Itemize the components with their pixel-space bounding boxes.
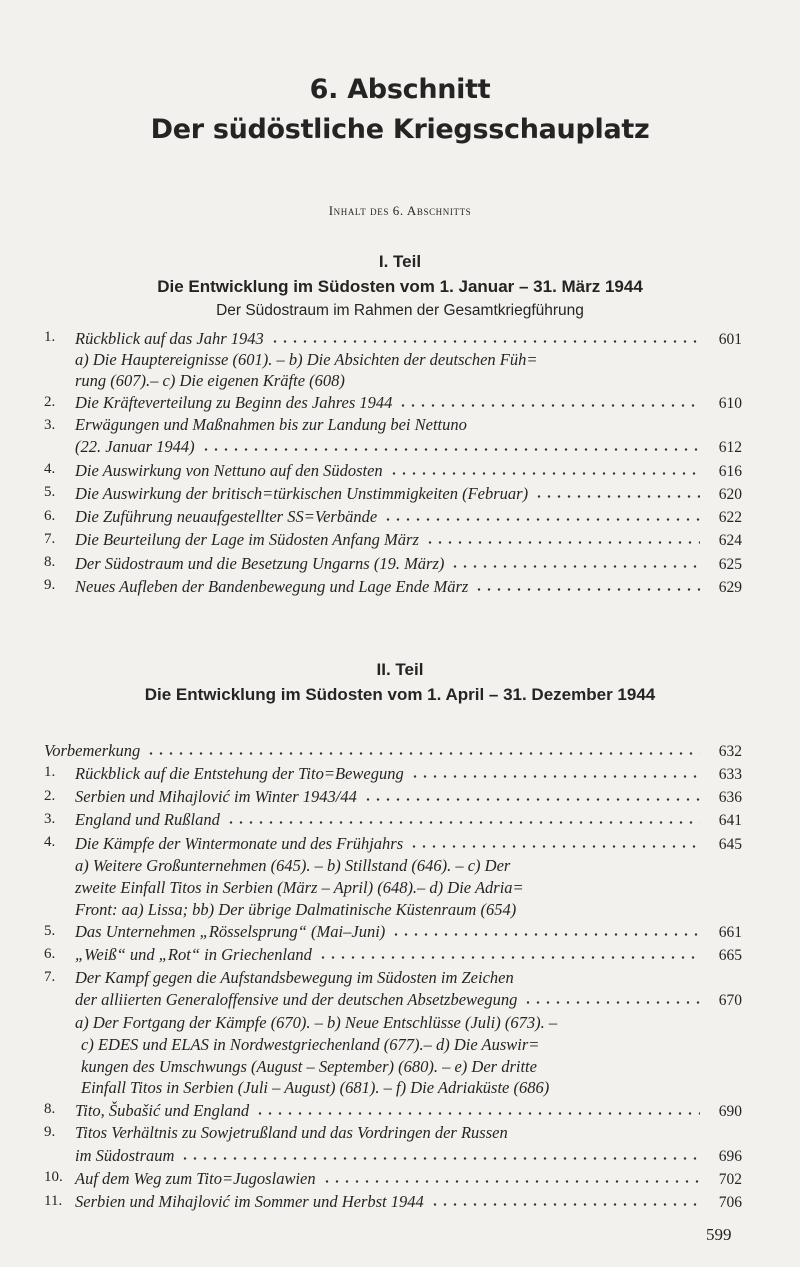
dot-leader	[322, 1167, 700, 1184]
entry-title: Erwägungen und Maßnahmen bis zur Landung bei Nettuno	[75, 415, 467, 434]
dot-leader	[410, 762, 700, 779]
entry-title: Rückblick auf das Jahr 1943	[75, 328, 264, 348]
entry-number: 1.	[44, 329, 56, 345]
entry-subtopics: Front: aa) Lissa; bb) Der übrige Dalmatinische Küstenraum (654)	[75, 899, 517, 919]
section-title: Der südöstliche Kriegsschauplatz	[150, 114, 650, 145]
entry-line	[75, 506, 742, 529]
entry-body	[75, 921, 742, 944]
entry-number: 7.	[44, 969, 56, 985]
toc-entry	[44, 809, 742, 832]
part2-toc	[44, 739, 742, 1214]
entry-page: 690	[718, 1102, 742, 1120]
entry-title: Vorbemerkung	[44, 740, 141, 760]
entry-subtopics: a) Weitere Großunternehmen (645). – b) Stillstand (646). – c) Der	[75, 856, 511, 876]
entry-subtopics: zweite Einfall Titos in Serbien (März – April) (648).– d) Die Adria=	[75, 878, 524, 897]
entry-body	[75, 327, 742, 392]
entry-body	[75, 415, 742, 459]
entry-title: Die Beurteilung der Lage im Südosten Anfang März	[75, 530, 419, 550]
dot-leader	[523, 989, 700, 1006]
dot-leader	[425, 529, 700, 546]
entry-page: 620	[718, 485, 742, 503]
entry-body	[75, 392, 742, 415]
entry-page: 706	[718, 1194, 742, 1211]
entry-number: 9.	[44, 1124, 56, 1141]
entry-page: 696	[718, 1147, 742, 1165]
entry-line	[75, 575, 742, 598]
entry-page: 661	[718, 924, 742, 941]
entry-title: Der Südostraum und die Besetzung Ungarns (19. März)	[75, 553, 445, 573]
section-number: 6. Abschnitt	[309, 74, 491, 105]
dot-leader	[398, 392, 700, 409]
entry-body	[75, 529, 742, 552]
part2-label: II. Teil	[376, 660, 424, 679]
entry-title: Neues Aufleben der Bandenbewegung und Lage Ende März	[75, 576, 469, 596]
contents-label: Inhalt des 6. Abschnitts	[328, 203, 472, 218]
toc-entry	[44, 1122, 742, 1167]
dot-leader	[383, 506, 700, 523]
entry-title: Die Kräfteverteilung zu Beginn des Jahres 1944	[75, 393, 393, 413]
entry-line	[75, 1191, 742, 1214]
dot-leader	[534, 482, 700, 499]
entry-line	[75, 1099, 742, 1122]
toc-entry	[44, 1167, 742, 1190]
entry-page: 622	[718, 509, 742, 526]
toc-entry	[44, 786, 742, 809]
entry-number: 4.	[44, 461, 56, 477]
entry-page: 645	[718, 835, 742, 853]
entry-body	[75, 506, 742, 529]
toc-entry	[44, 482, 742, 505]
entry-number: 2.	[44, 787, 56, 804]
entry-page: 625	[718, 555, 742, 573]
dot-leader	[450, 552, 700, 569]
entry-body	[75, 944, 742, 967]
toc-entry	[44, 392, 742, 415]
entry-subtopics: c) EDES und ELAS in Nordwestgriechenland (677).– d) Die Auswir=	[81, 1034, 540, 1054]
part1-title: Die Entwicklung im Südosten vom 1. Januar – 31. März 1944	[157, 277, 643, 296]
entry-title: Auf dem Weg zum Tito=Jugoslawien	[75, 1168, 316, 1188]
entry-page: 629	[718, 578, 742, 596]
entry-number: 10.	[44, 1169, 63, 1186]
entry-body	[75, 459, 742, 482]
dot-leader	[318, 944, 700, 961]
entry-number: 2.	[44, 393, 56, 410]
dot-leader	[409, 832, 700, 849]
entry-title: Das Unternehmen „Rösselsprung“ (Mai–Juni)	[75, 922, 386, 941]
entry-title: Der Kampf gegen die Aufstandsbewegung im Südosten im Zeichen	[75, 968, 514, 987]
toc-entry	[44, 944, 742, 967]
dot-leader	[270, 327, 700, 344]
entry-line	[75, 944, 742, 967]
entry-line	[75, 1122, 742, 1144]
entry-number: 11.	[44, 1192, 63, 1209]
dot-leader	[201, 436, 700, 453]
part1-subtitle: Der Südostraum im Rahmen der Gesamtkriegführung	[216, 302, 584, 319]
entry-body	[75, 1167, 742, 1190]
entry-line	[75, 832, 742, 855]
entry-subtopics: a) Die Hauptereignisse (601). – b) Die Absichten der deutschen Füh=	[75, 350, 538, 370]
entry-line	[75, 552, 742, 575]
page-number: 599	[706, 1225, 732, 1244]
dot-leader	[389, 459, 700, 476]
entry-number: 5.	[44, 922, 56, 939]
toc-entry	[44, 832, 742, 921]
entry-body	[75, 762, 742, 785]
entry-subtopics: a) Der Fortgang der Kämpfe (670). – b) Neue Entschlüsse (Juli) (673). –	[75, 1013, 558, 1032]
entry-body	[75, 1122, 742, 1167]
entry-body	[75, 552, 742, 575]
entry-number: 8.	[44, 1101, 56, 1117]
dot-leader	[180, 1144, 700, 1161]
toc-entry	[44, 921, 742, 944]
entry-line	[75, 786, 742, 809]
entry-title: Rückblick auf die Entstehung der Tito=Bewegung	[75, 763, 404, 783]
entry-page: 641	[718, 812, 742, 830]
entry-page: 702	[718, 1170, 742, 1188]
entry-subtopics: kungen des Umschwungs (August – September) (680). – e) Der dritte	[81, 1056, 537, 1076]
entry-number: 1.	[44, 764, 56, 781]
entry-line	[75, 1144, 742, 1167]
entry-title: England und Rußland	[75, 810, 220, 830]
entry-title: Die Kämpfe der Wintermonate und des Frühjahrs	[75, 833, 404, 853]
entry-number: 9.	[44, 577, 56, 594]
entry-title: Serbien und Mihajlović im Winter 1943/44	[75, 787, 357, 806]
entry-line	[75, 921, 742, 944]
entry-line	[75, 762, 742, 785]
entry-page: 632	[718, 742, 742, 760]
dot-leader	[363, 786, 700, 803]
entry-page: 633	[718, 765, 742, 783]
entry-number: 6.	[44, 507, 56, 524]
entry-title: „Weiß“ und „Rot“ in Griechenland	[75, 945, 312, 965]
entry-number: 3.	[44, 417, 56, 433]
entry-title-cont: im Südostraum	[75, 1145, 175, 1165]
entry-number: 5.	[44, 484, 56, 501]
entry-body	[75, 832, 742, 921]
dot-leader	[226, 809, 700, 826]
toc-entry	[44, 552, 742, 575]
toc-entry	[44, 1191, 742, 1214]
entry-number: 4.	[44, 834, 56, 850]
entry-number: 8.	[44, 554, 56, 570]
entry-page: 636	[718, 789, 742, 806]
entry-line	[75, 459, 742, 482]
entry-number: 6.	[44, 945, 56, 962]
part2-title: Die Entwicklung im Südosten vom 1. April – 31. Dezember 1944	[144, 685, 656, 704]
dot-leader	[255, 1099, 700, 1116]
entry-line	[75, 415, 742, 436]
entry-body	[75, 1191, 742, 1214]
entry-title: Die Auswirkung von Nettuno auf den Südosten	[75, 460, 383, 480]
entry-title: Serbien und Mihajlović im Sommer und Herbst 1944	[75, 1192, 424, 1211]
entry-subtopics: rung (607).– c) Die eigenen Kräfte (608)	[75, 371, 345, 390]
entry-title-cont: (22. Januar 1944)	[75, 437, 195, 457]
toc-entry	[44, 415, 742, 459]
entry-title: Tito, Šubašić und England	[75, 1100, 250, 1120]
entry-line	[75, 1167, 742, 1190]
entry-page: 601	[718, 330, 742, 348]
entry-page: 670	[718, 992, 742, 1010]
entry-number: 3.	[44, 810, 56, 827]
toc-entry	[44, 967, 742, 1099]
entry-line	[75, 392, 742, 415]
dot-leader	[146, 739, 700, 756]
entry-line	[75, 967, 742, 989]
dot-leader	[474, 575, 700, 592]
entry-body	[75, 809, 742, 832]
entry-page: 624	[718, 532, 742, 550]
toc-entry	[44, 529, 742, 552]
entry-line	[75, 989, 742, 1012]
toc-entry	[44, 762, 742, 785]
toc-entry	[44, 506, 742, 529]
entry-line	[75, 529, 742, 552]
toc-entry	[44, 1099, 742, 1122]
entry-page: 616	[718, 462, 742, 480]
entry-page: 612	[718, 439, 742, 457]
toc-preface	[44, 739, 742, 762]
entry-number: 7.	[44, 530, 56, 547]
dot-leader	[430, 1191, 700, 1208]
entry-subtopics: Einfall Titos in Serbien (Juli – August) (681). – f) Die Adriaküste (686)	[81, 1078, 550, 1098]
entry-title-cont: der alliierten Generaloffensive und der deutschen Absetzbewegung	[75, 990, 518, 1010]
entry-body	[75, 575, 742, 598]
entry-body	[75, 482, 742, 505]
toc-entry	[44, 575, 742, 598]
toc-entry	[44, 459, 742, 482]
entry-title: Die Auswirkung der britisch=türkischen Unstimmigkeiten (Februar)	[75, 483, 529, 503]
entry-line	[75, 482, 742, 505]
dot-leader	[391, 921, 700, 938]
entry-title: Die Zuführung neuaufgestellter SS=Verbände	[75, 507, 378, 526]
entry-body	[75, 1099, 742, 1122]
toc-entry	[44, 327, 742, 392]
entry-page: 610	[718, 395, 742, 413]
entry-body	[75, 967, 742, 1099]
part1-label: I. Teil	[378, 252, 422, 271]
entry-title: Titos Verhältnis zu Sowjetrußland und das Vordringen der Russen	[75, 1123, 508, 1143]
entry-body	[75, 786, 742, 809]
entry-line	[75, 436, 742, 459]
entry-line	[75, 327, 742, 350]
entry-page: 665	[718, 947, 742, 965]
entry-line	[75, 809, 742, 832]
part1-toc	[44, 327, 742, 599]
